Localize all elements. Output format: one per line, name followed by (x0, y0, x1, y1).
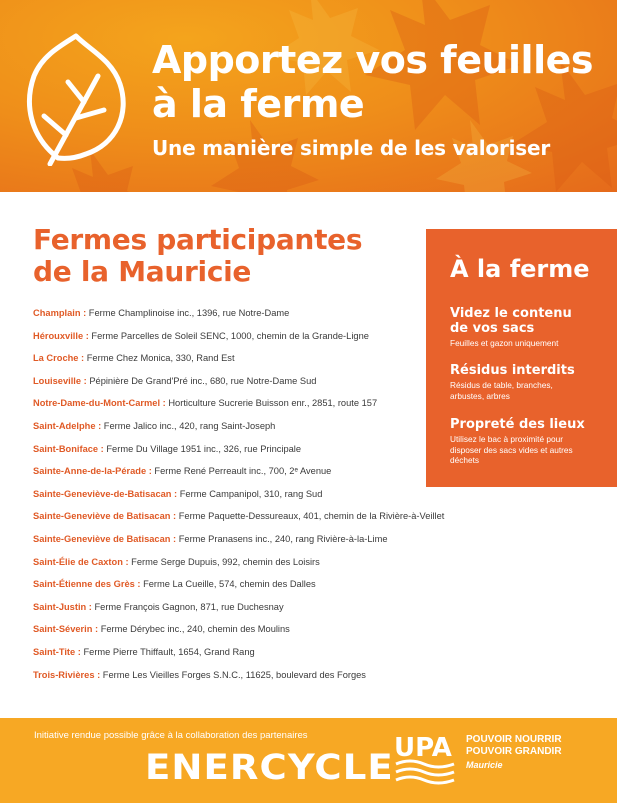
farm-city: Notre-Dame-du-Mont-Carmel : (33, 398, 166, 409)
panel-section-heading (450, 306, 610, 336)
farm-detail: Ferme Jalico inc., 420, rang Saint-Joseph (103, 420, 276, 431)
panel-section-heading: Résidus interdits (450, 363, 575, 378)
page-title (152, 38, 612, 126)
farms-list (33, 308, 445, 692)
farm-item (33, 421, 423, 444)
farm-detail: Ferme Pranasens inc., 240, rang Rivière-à-la-Lime (178, 533, 388, 544)
farm-city: Saint-Justin : (33, 601, 92, 612)
panel-section-text: Utilisez le bac à proximité pour disposer des sacs vides et autres déchets (450, 434, 573, 465)
farm-city: Saint-Boniface : (33, 443, 104, 454)
title-line-2: à la ferme (152, 82, 365, 126)
farm-item (33, 376, 423, 399)
farm-city: La Croche : (33, 353, 85, 364)
panel-section-empty-bags (450, 306, 610, 349)
farm-city: Saint-Séverin : (33, 624, 99, 635)
farm-detail: Ferme Dérybec inc., 240, chemin des Moulins (100, 624, 290, 635)
farm-item (33, 489, 423, 512)
farm-detail: Ferme René Perreault inc., 700, 2ᵉ Avenue (154, 466, 332, 477)
partners-footer (0, 718, 617, 803)
slogan-line-2: POUVOIR GRANDIR (466, 746, 562, 757)
farm-item (33, 444, 423, 467)
farm-item (33, 466, 423, 489)
at-the-farm-panel (426, 229, 617, 487)
farm-city: Saint-Élie de Caxton : (33, 556, 129, 567)
farm-item (33, 398, 423, 421)
farm-city: Trois-Rivières : (33, 669, 101, 680)
farm-city: Louiseville : (33, 375, 87, 386)
farm-item (33, 670, 423, 693)
slogan-line-1: POUVOIR NOURRIR (466, 734, 562, 745)
initiative-text: Initiative rendue possible grâce à la collaboration des partenaires (34, 730, 308, 741)
upa-logo-text: UPA (394, 733, 452, 763)
farm-city: Hérouxville : (33, 330, 89, 341)
farm-detail: Ferme Chez Monica, 330, Rand Est (86, 353, 235, 364)
farm-detail: Ferme Champlinoise inc., 1396, rue Notre-Dame (88, 308, 290, 318)
farm-detail: Ferme La Cueille, 574, chemin des Dalles (143, 579, 316, 590)
panel-heading-line-2: de vos sacs (450, 321, 535, 336)
farm-item (33, 647, 423, 670)
farm-item (33, 534, 423, 557)
farm-item (33, 579, 423, 602)
panel-section-forbidden-residues (450, 363, 610, 401)
farms-heading-line-1: Fermes participantes (33, 223, 363, 256)
farm-detail: Ferme Pierre Thiffault, 1654, Grand Rang (83, 646, 255, 657)
farm-city: Sainte-Geneviève de Batisacan : (33, 533, 177, 544)
farm-detail: Ferme Serge Dupuis, 992, chemin des Loisirs (131, 556, 320, 567)
farm-city: Saint-Adelphe : (33, 420, 102, 431)
page-subtitle: Une manière simple de les valoriser (152, 136, 551, 160)
panel-heading-line-1: Videz le contenu (450, 306, 572, 321)
farm-item (33, 331, 423, 354)
panel-section-text: Résidus de table, branches, arbustes, arbres (450, 380, 553, 401)
farms-heading-line-2: de la Mauricie (33, 255, 252, 288)
farm-city: Sainte-Geneviève-de-Batisacan : (33, 488, 178, 499)
upa-slogan (466, 734, 562, 758)
farm-item (33, 624, 423, 647)
farm-city: Saint-Étienne des Grès : (33, 579, 141, 590)
upa-logo-icon (392, 730, 458, 792)
region-label: Mauricie (466, 760, 503, 770)
farm-item (33, 557, 423, 580)
panel-section-text: Feuilles et gazon uniquement (450, 338, 559, 348)
farm-city: Champlain : (33, 308, 87, 318)
panel-section-heading: Propreté des lieux (450, 417, 585, 432)
farm-detail: Ferme Les Vieilles Forges S.N.C., 11625, boulevard des Forges (102, 669, 366, 680)
farm-detail: Ferme Du Village 1951 inc., 326, rue Principale (106, 443, 302, 454)
farm-item (33, 308, 423, 331)
farm-detail: Ferme Parcelles de Soleil SENC, 1000, chemin de la Grande-Ligne (91, 330, 369, 341)
farm-item (33, 602, 423, 625)
farm-item (33, 511, 445, 534)
farm-detail: Ferme François Gagnon, 871, rue Duchesnay (94, 601, 284, 612)
farm-detail: Ferme Paquette-Dessureaux, 401, chemin de la Rivière-à-Veillet (178, 511, 445, 522)
farm-city: Sainte-Anne-de-la-Pérade : (33, 466, 152, 477)
farm-city: Sainte-Geneviève de Batisacan : (33, 511, 177, 522)
farm-city: Saint-Tite : (33, 646, 81, 657)
farm-detail: Horticulture Sucrerie Buisson enr., 2851, route 157 (168, 398, 378, 409)
hero-banner (0, 0, 617, 192)
panel-section-cleanliness (450, 417, 610, 466)
title-line-1: Apportez vos feuilles (152, 38, 593, 82)
enercycle-logo: ENERCYCLE (145, 748, 394, 788)
farm-item (33, 353, 423, 376)
farms-heading (33, 224, 413, 288)
farm-detail: Ferme Campanipol, 310, rang Sud (179, 488, 323, 499)
panel-title: À la ferme (450, 255, 590, 283)
maple-leaf-outline-icon (20, 32, 132, 166)
farm-detail: Pépinière De Grand'Pré inc., 680, rue Notre-Dame Sud (89, 375, 317, 386)
